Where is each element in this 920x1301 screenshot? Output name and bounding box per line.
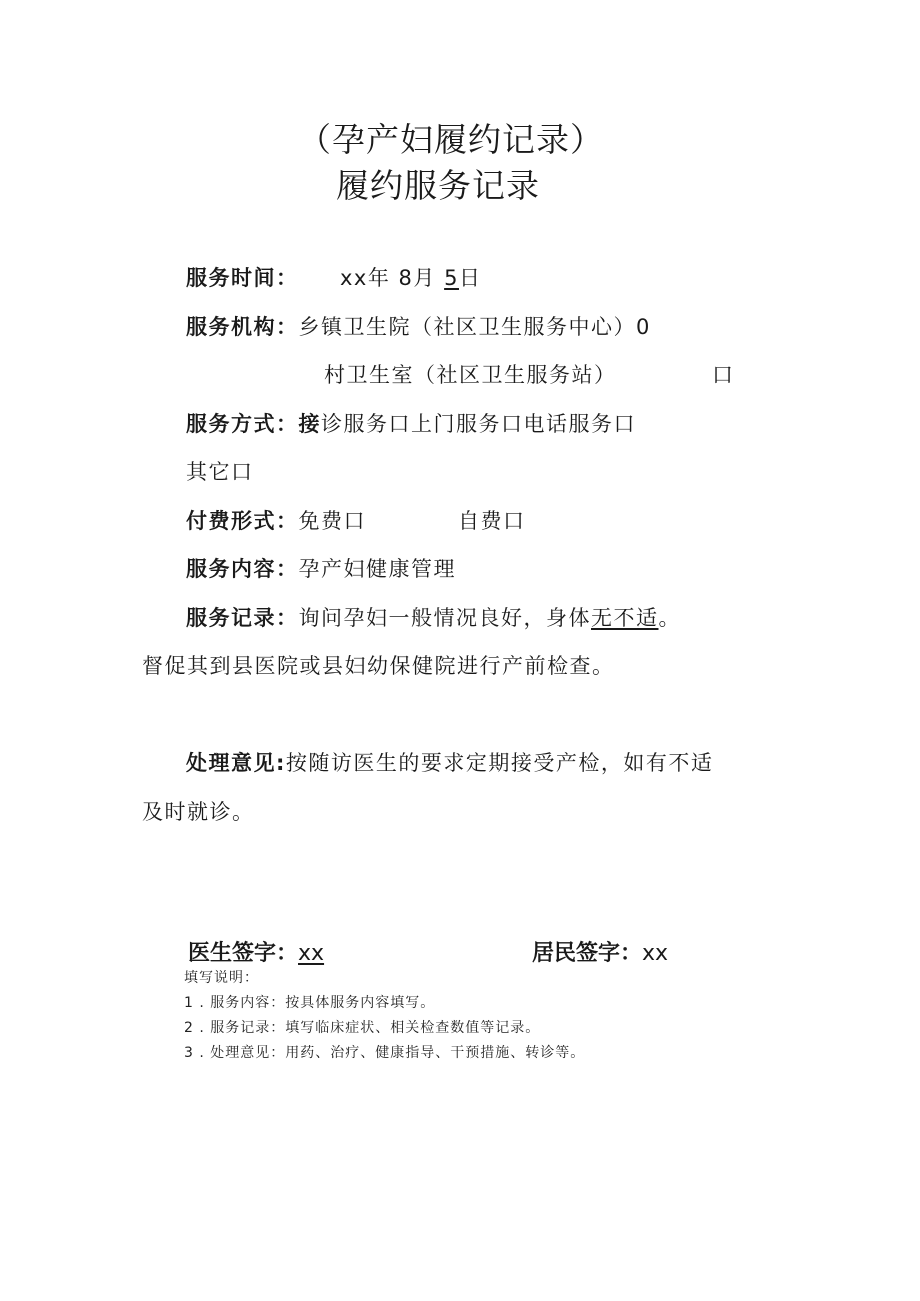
service-mode-options[interactable]: 诊服务口上门服务口电话服务口 xyxy=(321,412,636,436)
title-line-2: 履约服务记录 xyxy=(336,166,540,205)
service-time-label: 服务时间： xyxy=(186,266,299,290)
opinion-label: 处理意见: xyxy=(186,751,286,775)
doctor-signature xyxy=(188,936,324,967)
service-mode-row xyxy=(186,408,636,438)
service-org-option-1: 乡镇卫生院（社区卫生服务中心） xyxy=(298,315,636,339)
service-record-text-a: 询问孕妇一般情况良好，身体 xyxy=(298,606,591,630)
service-org-row xyxy=(186,311,651,341)
service-record-underlined: 无不适 xyxy=(591,606,659,630)
service-time-year-unit: 年 xyxy=(367,266,391,290)
payment-self-option[interactable]: 自费口 xyxy=(458,509,526,533)
service-content-value: 孕产妇健康管理 xyxy=(298,557,456,581)
note-item-1: 1 . 服务内容：按具体服务内容填写。 xyxy=(184,995,436,1011)
service-record-line-2: 督促其到县医院或县妇幼保健院进行产前检查。 xyxy=(142,654,615,678)
notes-heading: 填写说明： xyxy=(184,970,259,986)
service-time-year: xx xyxy=(340,266,368,290)
resident-signature-label: 居民签字： xyxy=(532,941,643,966)
service-content-label: 服务内容： xyxy=(186,557,299,581)
note-item-3: 3 . 处理意见：用药、治疗、健康指导、干预措施、转诊等。 xyxy=(184,1045,586,1061)
service-time-day-unit: 日 xyxy=(458,266,482,290)
resident-signature xyxy=(532,936,668,967)
payment-free-option[interactable]: 免费口 xyxy=(298,509,366,533)
service-mode-label: 服务方式：接 xyxy=(186,412,321,436)
service-record-row xyxy=(186,602,681,632)
service-time-day: 5 xyxy=(444,266,459,290)
service-record-text-b: 。 xyxy=(658,606,681,630)
service-time-row xyxy=(186,262,482,292)
payment-row xyxy=(186,505,366,535)
service-time-month: 8 xyxy=(398,266,414,290)
opinion-row xyxy=(186,747,713,777)
resident-signature-value[interactable]: xx xyxy=(642,941,669,966)
service-org-option-1-box[interactable]: 0 xyxy=(636,315,651,339)
title-line-1: （孕产妇履约记录） xyxy=(298,120,604,159)
opinion-text: 按随访医生的要求定期接受产检，如有不适 xyxy=(285,751,714,775)
service-content-row xyxy=(186,553,456,583)
payment-label: 付费形式： xyxy=(186,509,299,533)
service-time-value xyxy=(340,262,481,292)
doctor-signature-label: 医生签字： xyxy=(188,941,299,966)
note-item-2: 2 . 服务记录：填写临床症状、相关检查数值等记录。 xyxy=(184,1020,541,1036)
service-org-option-2: 村卫生室（社区卫生服务站） xyxy=(324,363,617,387)
service-time-month-unit: 月 xyxy=(413,266,436,290)
service-org-option-2-box[interactable]: 口 xyxy=(712,363,735,387)
opinion-line-2: 及时就诊。 xyxy=(142,800,255,824)
service-mode-other[interactable]: 其它口 xyxy=(186,460,254,484)
service-org-label: 服务机构： xyxy=(186,315,299,339)
service-record-label: 服务记录： xyxy=(186,606,299,630)
doctor-signature-value[interactable]: xx xyxy=(298,941,325,966)
